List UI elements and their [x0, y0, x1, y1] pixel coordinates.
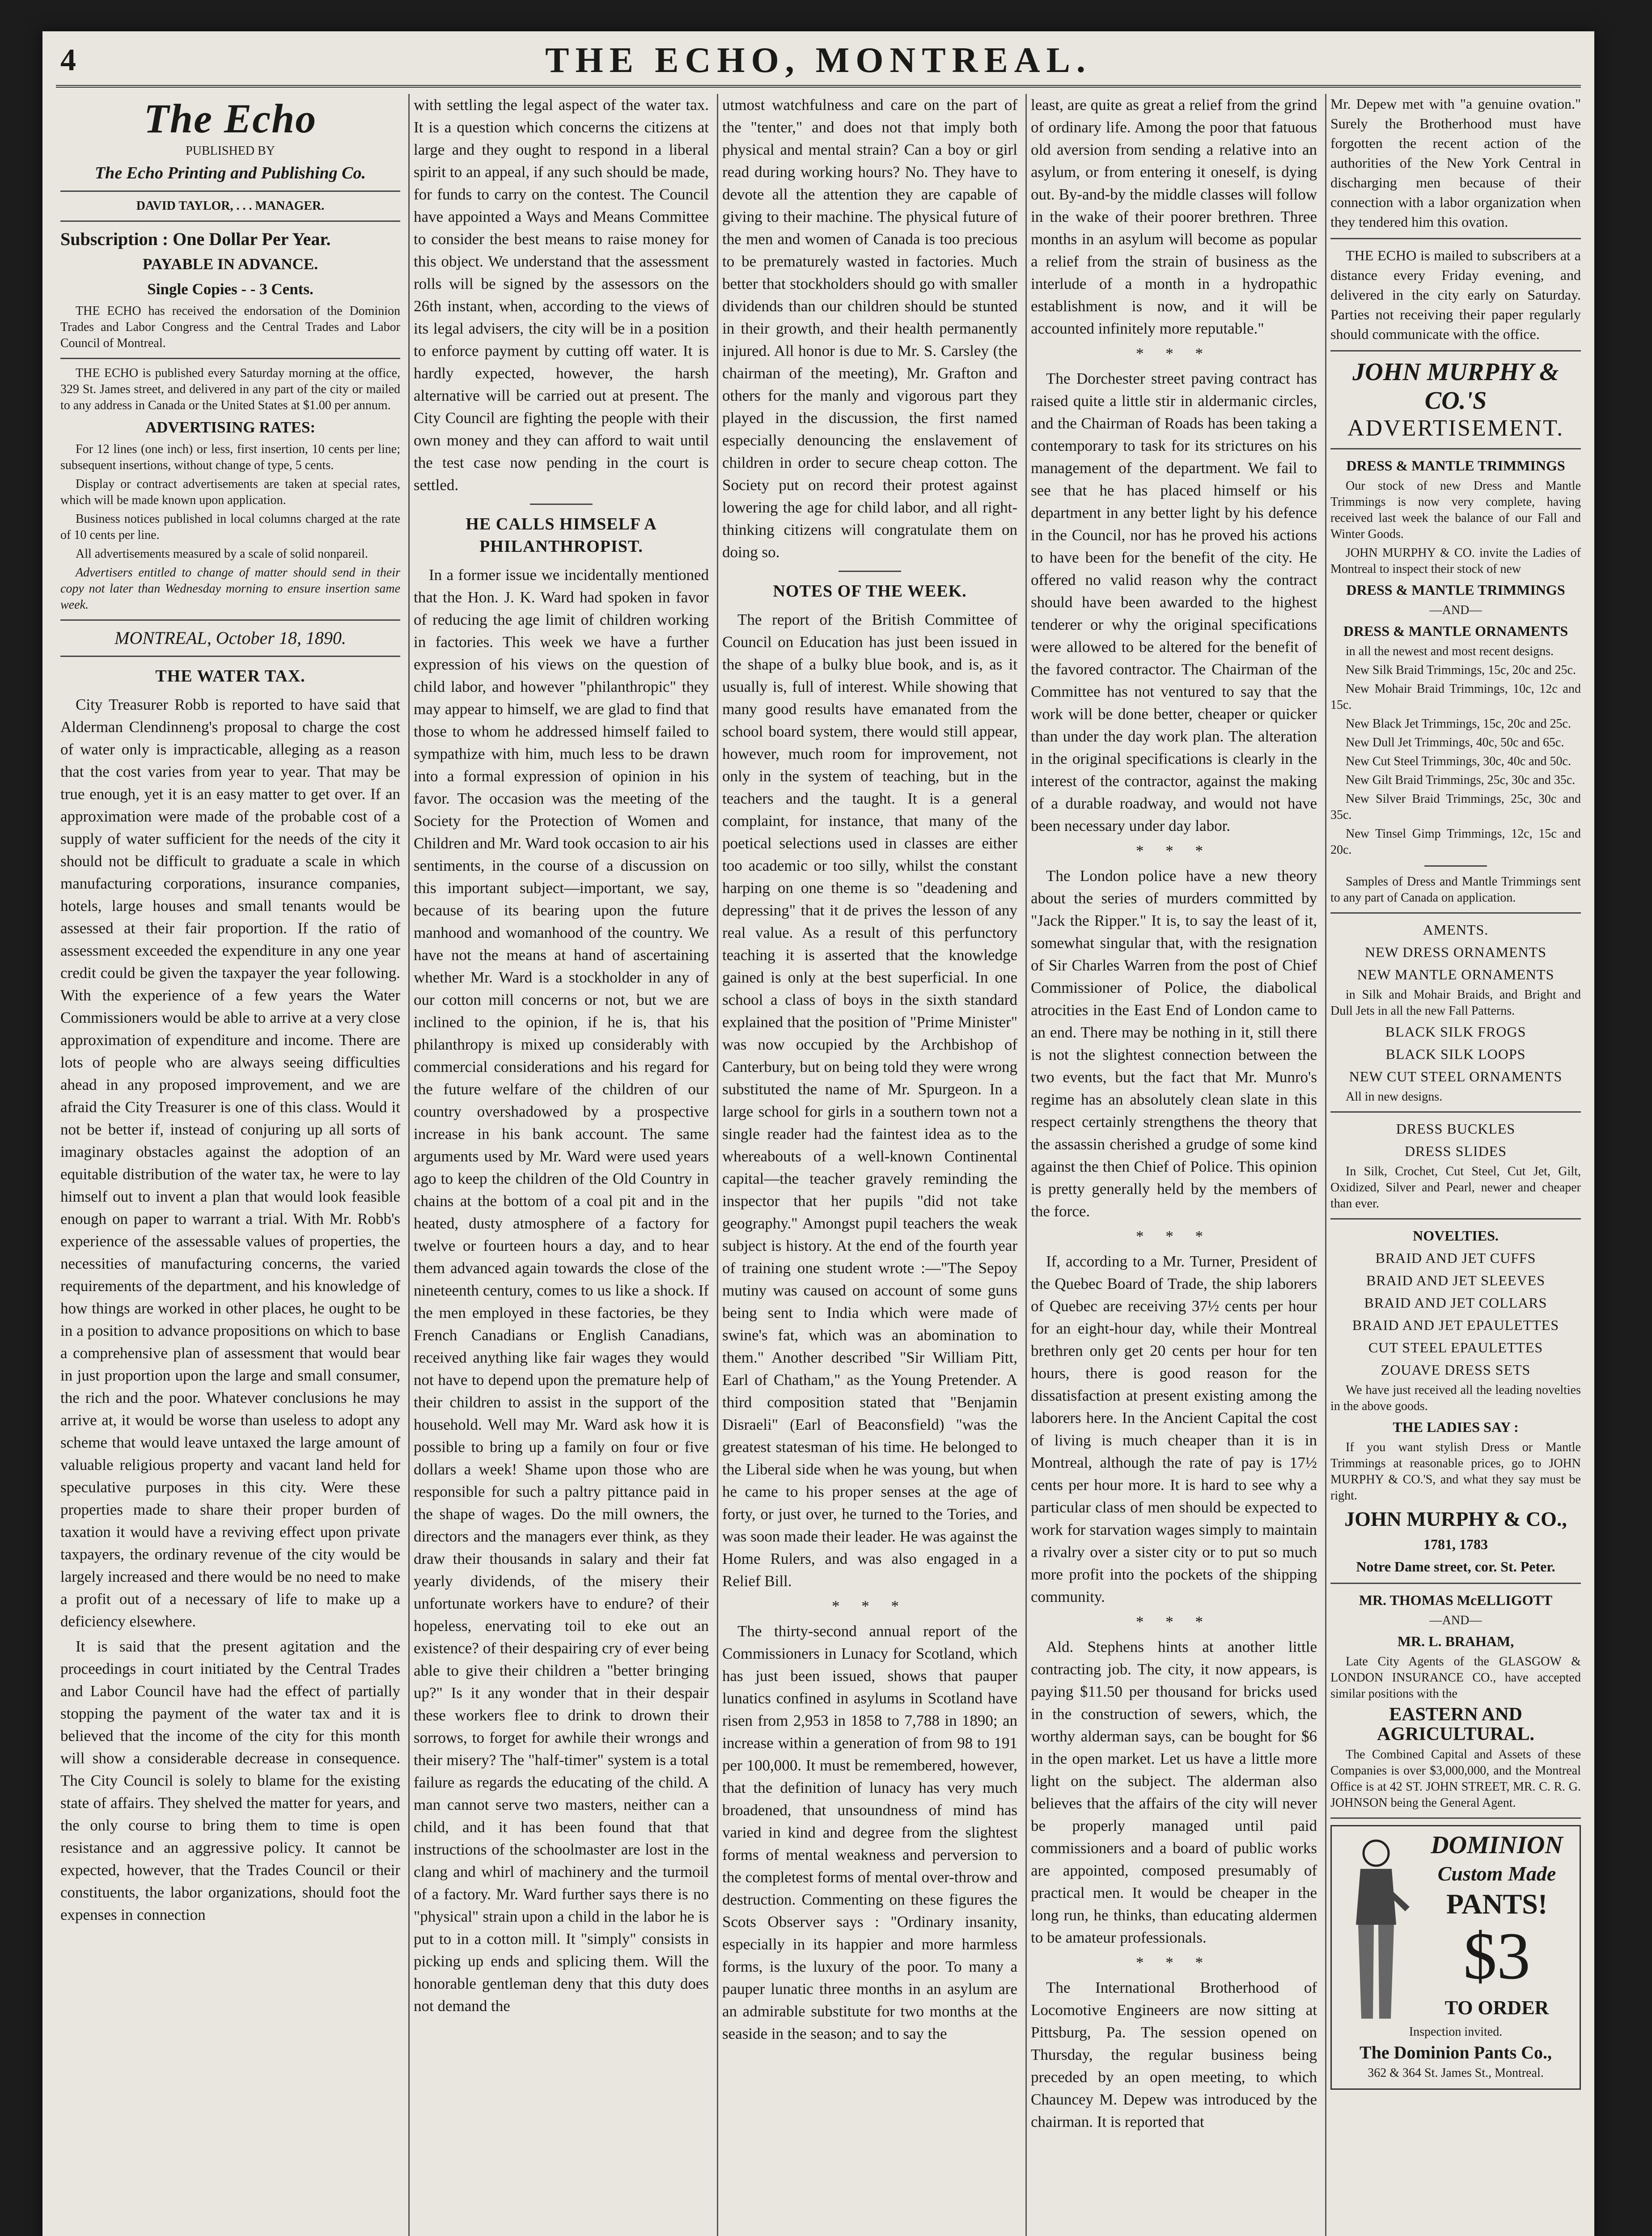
- section-stars: * * *: [1136, 345, 1212, 362]
- murphy-ad-subtitle: ADVERTISEMENT.: [1347, 415, 1564, 441]
- divider: [1330, 1111, 1581, 1113]
- pants-company: The Dominion Pants Co.,: [1359, 2042, 1552, 2062]
- publisher: The Echo Printing and Publishing Co.: [94, 164, 366, 182]
- article-paragraph: The thirty-second annual report of the Commissioners in Lunacy for Scotland, which has just been issued, shows that pauper lunatics confined in asylums in Scotland have risen from 2,953 in 1858 to 7,788 in 1890; an increase within a generation of from 98 to 191 per 100,000. It must be remembered, however, that the definition of lunacy has very much broadened, that unsoundness of mind has varied in kind and degree from the slightest forms of mental weakness and perversion to the completest forms of mental over-throw and destruction. Commenting on these figures the Scots Observer says : "Ordinary insanity, especially in its happier and more harmless forms, is the luxury of the poor. To many a pauper lunatic three months in an asylum are an admirable substitute for two months at the seaside in the season; and to say the: [722, 1622, 1017, 2042]
- insurance-agent-name: MR. THOMAS McELLIGOTT: [1359, 1592, 1553, 1608]
- article-paragraph: In a former issue we incidentally mentioned that the Hon. J. K. Ward had spoken in favor of reducing the age limit of children working in factories. This week we have a further expression of his views on the question of child labor, and however "philanthropic" they may appear to himself, we are glad to find that those to whom he addressed himself failed to sympathize with him, much less to be drawn into a formal expression of opinion in his favor. The occasion was the meeting of the Society for the Protection of Women and Children and Mr. Ward took occasion to air his sentiments, in the course of a discussion on this important subject—important, we say, because of its bearing upon the future manhood and womanhood of the country. We have not the means at hand of ascertaining whether Mr. Ward is a stockholder in any of our cotton mill concerns or not, but we are inclined to the opinion, if he is, that his philanthropy is mixed up considerably with commercial considerations and his regard for the future welfare of the children of our country overshadowed by a prospective increase in his bank account. The same arguments used by Mr. Ward were used years ago to keep the children of the Old Country in chains at the bottom of a coal pit and in the heated, dusty atmosphere of a factory for twelve or fourteen hours a day, and to hear them advanced again towards the close of the nineteenth century, comes to us like a shock. If the men employed in these factories, be they French Canadians or English Canadians, received anything like fair wages they would not have to depend upon the premature help of their children to assist in the support of the household. Well may Mr. Ward ask how it is possible to bring up a family on four or five dollars a week! Shame upon those who are responsible for such a paltry pittance paid in the shape of wages. Do the mill owners, the directors and the managers ever think, as they draw their thousands in salary and their fat yearly dividends, of the misery their unfortunate workers have to endure? of their hopeless, enervating toil to eke out an existence? of their despairing cry of ever being able to give their children a "better bringing up?" Is it any wonder that in their despair these workers flee to drink to drown their sorrows, to forget for awhile their wrongs and their misery? The "half-timer" system is a total failure as regards the educating of the child. A man cannot serve two masters, neither can a child, and it has been found that that instructions of the schoolmaster are lost in the clang and whirl of machinery and the turmoil of a factory. Mr. Ward further says there is no "physical" strain upon a child in the labor he is put to in a cotton mill. It "simply" consists in picking up ends and splicing them. Will the honorable gentleman deny that this duty does not demand the: [414, 566, 709, 2015]
- insurance-company: EASTERN AND AGRICULTURAL.: [1377, 1704, 1535, 1745]
- price-item: New Cut Steel Trimmings, 30c, 40c and 50c.: [1346, 754, 1571, 768]
- publication-note: THE ECHO is published every Saturday morning at the office, 329 St. James street, and delivered in any part of the city or mailed to any address in Canada or the United States at $1.00 per annum.: [60, 366, 400, 412]
- ad-text: Our stock of new Dress and Mantle Trimmings is now very complete, having received last week the balance of our Fall and Winter Goods.: [1330, 479, 1581, 541]
- divider: [60, 220, 400, 222]
- divider: [1330, 1583, 1581, 1584]
- ad-text: All in new designs.: [1346, 1090, 1443, 1104]
- newspaper-page: [42, 31, 1594, 2236]
- article-heading: NOTES OF THE WEEK.: [773, 582, 967, 601]
- divider: [1330, 238, 1581, 239]
- ad-heading: DRESS & MANTLE TRIMMINGS: [1346, 582, 1565, 598]
- murphy-ad-title: JOHN MURPHY & CO.'S: [1352, 358, 1559, 415]
- article-paragraph: The International Brotherhood of Locomotive Engineers are now sitting at Pittsburg, Pa. The session opened on Thursday, the regular business being preceded by an open meeting, to which Chauncey M. Depew was introduced by the chairman. It is reported that: [1031, 1979, 1317, 2130]
- subscription-line: Subscription : One Dollar Per Year.: [60, 229, 331, 249]
- column-1: [60, 94, 410, 2236]
- divider: [60, 358, 400, 359]
- ad-text: In Silk, Crochet, Cut Steel, Cut Jet, Gilt, Oxidized, Silver and Pearl, newer and cheaper than ever.: [1330, 1165, 1581, 1211]
- ad-rates-text: Business notices published in local columns charged at the rate of 10 cents per line.: [60, 512, 400, 542]
- ad-item: BLACK SILK LOOPS: [1385, 1046, 1526, 1062]
- ad-text: JOHN MURPHY & CO. invite the Ladies of Montreal to inspect their stock of new: [1330, 546, 1581, 576]
- ad-numbers: 1781, 1783: [1423, 1536, 1488, 1552]
- article-paragraph: Mr. Depew met with "a genuine ovation." Surely the Brotherhood must have forgotten the recent action of the authorities of the New York Central in discharging men because of their connection with a labor organization when they tendered him this ovation.: [1330, 96, 1581, 230]
- price-item: New Silk Braid Trimmings, 15c, 20c and 25c.: [1346, 663, 1576, 677]
- section-stars: * * *: [1136, 1954, 1212, 1971]
- ad-item: BRAID AND JET EPAULETTES: [1352, 1317, 1559, 1333]
- column-2: [414, 94, 718, 2236]
- tailor-figure-illustration: [1338, 1835, 1414, 2023]
- divider: [530, 504, 593, 505]
- divider: [1424, 865, 1487, 867]
- ad-rates-text: For 12 lines (one inch) or less, first insertion, 10 cents per line; subsequent insertions, without change of type, 5 cents.: [60, 442, 400, 472]
- divider: [1330, 912, 1581, 914]
- insurance-agent-name: MR. L. BRAHAM,: [1397, 1633, 1514, 1649]
- divider: [1330, 448, 1581, 449]
- ad-item: NEW CUT STEEL ORNAMENTS: [1349, 1068, 1563, 1084]
- ad-and: —AND—: [1429, 603, 1482, 617]
- pants-ad: [1330, 1825, 1581, 2090]
- article-heading: THE WATER TAX.: [155, 667, 305, 686]
- ad-item: BRAID AND JET SLEEVES: [1366, 1272, 1545, 1288]
- pants-ad-heading: Custom Made: [1437, 1862, 1556, 1885]
- pants-address: 362 & 364 St. James St., Montreal.: [1368, 2066, 1544, 2080]
- ad-text: in all the newest and most recent designs.: [1346, 644, 1554, 658]
- price-item: New Gilt Braid Trimmings, 25c, 30c and 35c.: [1346, 773, 1576, 787]
- ad-rates-text: All advertisements measured by a scale of solid nonpareil.: [76, 547, 368, 561]
- section-stars: * * *: [1136, 1228, 1212, 1245]
- section-stars: * * *: [832, 1597, 908, 1615]
- article-paragraph: The report of the British Committee of Council on Education has just been issued in the shape of a bulky blue book, and is, as it usually is, full of interest. While showing that many good results have emanated from the school board system, there would still appear, however, much room for improvement, not only in the system of teaching, but in the teachers and the taught. It is a general complaint, for instance, that many of the poetical selections used in classes are either too academic or too silly, whilst the constant harping on one theme is so "deadening and depressing" that it de prives the lesson of any real value. As a result of this perfunctory teaching it is asserted that the knowledge gained is only at the best superficial. In one school a class of boys in the sixth standard explained that the position of "Prime Minister" was now occupied by the Archbishop of Canterbury, but on being told they were wrong substituted the name of Mr. Spurgeon. In a large school for girls in a southern town not a single reader had the faintest idea as to the whereabouts of a well-known Continental capital—the teacher gravely reminding the inspector that her pupils "did not take geography." Amongst pupil teachers the weak subject is history. At the end of the fourth year of training one student wrote :—"The Sepoy mutiny was caused on account of some guns being sent to India which were made of swine's fat, which was an abomination to them." Another described "Sir William Pitt, Earl of Chatham," as the Young Pretender. A third composition stated that "Benjamin Disraeli" (Earl of Beaconsfield) "was the greatest statesman of his time. He belonged to the Liberal side when he was young, but when he came to his proper senses at the age of forty, or just over, he turned to the Tories, and was soon made their leader. He was against the Home Rulers, and was also engaged in a Relief Bill.: [722, 611, 1017, 1590]
- ad-item: CUT STEEL EPAULETTES: [1368, 1339, 1543, 1355]
- pants-ad-heading: DOMINION: [1431, 1831, 1563, 1859]
- ad-text: Samples of Dress and Mantle Trimmings sent to any part of Canada on application.: [1330, 875, 1581, 905]
- page-number: 4: [60, 43, 76, 77]
- pants-to-order: TO ORDER: [1444, 1997, 1549, 2019]
- column-3: [722, 94, 1027, 2236]
- price-item: New Mohair Braid Trimmings, 10c, 12c and 15c.: [1330, 682, 1581, 712]
- ad-text: The Combined Capital and Assets of these Companies is over $3,000,000, and the Montreal Office is at 42 ST. JOHN STREET, MR. C. R. G. JOHNSON being the General Agent.: [1330, 1748, 1581, 1810]
- masthead: [56, 40, 1581, 88]
- divider: [60, 619, 400, 621]
- ad-rates-text: Display or contract advertisements are taken at special rates, which will be made known upon application.: [60, 477, 400, 507]
- divider: [60, 656, 400, 657]
- ad-item: BRAID AND JET COLLARS: [1364, 1295, 1547, 1311]
- ad-rates-heading: ADVERTISING RATES:: [145, 419, 316, 436]
- article-heading: HE CALLS HIMSELF A PHILANTHROPIST.: [466, 515, 657, 556]
- column-5: [1330, 94, 1581, 2236]
- price-item: New Silver Braid Trimmings, 25c, 30c and 35c.: [1330, 792, 1581, 822]
- paper-title: THE ECHO, MONTREAL.: [545, 41, 1092, 80]
- price-item: New Black Jet Trimmings, 15c, 20c and 25c.: [1346, 717, 1571, 731]
- article-paragraph: It is said that the present agitation and the proceedings in court initiated by the Central Trades and Labor Council have had the effect of partially stopping the payment of the water tax and it is believed that the income of the city for this month will show a considerable decrease in consequence. The City Council is solely to blame for the existing state of affairs. They shelved the matter for years, and the only course to bring them to time is open resistance and an aggressive policy. It cannot be expected, however, that the Trades Council or their constituents, the labor organizations, should foot the expenses in connection: [60, 1638, 400, 1923]
- ad-text: We have just received all the leading novelties in the above goods.: [1330, 1383, 1581, 1413]
- ad-address: Notre Dame street, cor. St. Peter.: [1356, 1558, 1555, 1575]
- pants-inspection: Inspection invited.: [1409, 2025, 1503, 2039]
- ad-item: DRESS BUCKLES: [1396, 1121, 1516, 1137]
- column-4: [1031, 94, 1326, 2236]
- manager-line: DAVID TAYLOR, . . . MANAGER.: [136, 199, 325, 213]
- single-copies-line: Single Copies - - 3 Cents.: [147, 280, 313, 298]
- price-item: New Dull Jet Trimmings, 40c, 50c and 65c.: [1346, 736, 1564, 750]
- payable-line: PAYABLE IN ADVANCE.: [143, 255, 318, 273]
- article-paragraph: with settling the legal aspect of the water tax. It is a question which concerns the citizens at large and they ought to respond in a liberal spirit to an appeal, if any such should be made, for funds to carry on the contest. The Council have appointed a Ways and Means Committee to consider the best means to raise money for this object. We understand that the assessment rolls will be signed by the assessors on the 26th instant, when, according to the views of its legal advisers, the city will be in a position to enforce payment by cutting off water. It is hardly expected, however, the harsh alternative will be carried out at present. The City Council are fighting the people with their own money and they can afford to wait until the test case now pending in the court is settled.: [414, 96, 709, 494]
- ad-item: NEW MANTLE ORNAMENTS: [1357, 966, 1555, 982]
- article-paragraph: City Treasurer Robb is reported to have said that Alderman Clendinneng's proposal to charge the cost of water only is impracticable, alleging as a reason that the cost varies from year to year. That may be true enough, yet it is an easy matter to get over. If an approximation were made of the probable cost of a supply of water sufficient for the needs of the city it should not be difficult to graduate a scale in which manufacturing corporations, insurance companies, hotels, large houses and small tenants would be assessed at their fair proportion. If the ratio of assessment exceeded the expenditure in any one year credit could be given the taxpayer the year following. With the experience of a few years the Water Commissioners would be able to arrive at a very close approximation of expenditure and income. There are lots of people who are always seeing difficulties ahead in any proposed improvement, and we are afraid the City Treasurer is one of this class. Would it not be better if, instead of conjuring up all sorts of imaginary obstacles against the adoption of an equitable distribution of the water tax, he were to lay himself out to invent a plan that would look feasible enough on paper to warrant a trial. With Mr. Robb's experience of the assessable values of properties, the necessities of manufacturing concerns, the varied requirements of the department, and his knowledge of how things are worked in other places, he ought to be in a position to advance propositions on which to base a comprehensive plan of assessment that would bear in just proportion upon the large and small consumer, the rich and the poor. Whatever conclusions he may arrive at, it would be worse than useless to adopt any scheme that would leave untaxed the large amount of valuable religious property and vacant land held for speculative purposes in this city. Were these properties made to share their proper burden of taxation it would have a reviving effect upon private taxpayers, the ordinary revenue of the city would be largely increased and there would be no need to make a profit out of a necessary of life to make up a deficiency elsewhere.: [60, 696, 400, 1630]
- ad-text: in Silk and Mohair Braids, and Bright and Dull Jets in all the new Fall Patterns.: [1330, 988, 1581, 1018]
- published-by-label: PUBLISHED BY: [186, 144, 275, 158]
- ad-heading: AMENTS.: [1423, 922, 1489, 938]
- pants-ad-heading: PANTS!: [1446, 1888, 1548, 1920]
- ad-heading: THE LADIES SAY :: [1393, 1419, 1519, 1435]
- ad-text: If you want stylish Dress or Mantle Trimmings at reasonable prices, go to JOHN MURPHY & CO.'S, and what they say must be right.: [1330, 1440, 1581, 1503]
- article-paragraph: least, are quite as great a relief from the grind of ordinary life. Among the poor that fatuous old aversion from sending a relative into an asylum, or from entering it oneself, is dying out. By-and-by the middle classes will follow in the wake of their poorer brethren. Three months in an asylum will become as popular a relief from the strain of business as the interlude of a month in a hydropathic establishment is now, and it will be accounted infinitely more reputable.": [1031, 96, 1317, 337]
- dateline: MONTREAL, October 18, 1890.: [114, 628, 346, 648]
- ad-heading: NOVELTIES.: [1413, 1228, 1499, 1244]
- divider: [839, 571, 901, 572]
- ad-rates-text: Advertisers entitled to change of matter should send in their copy not later than Wednesday morning to ensure insertion same week.: [60, 566, 400, 612]
- endorsement-note: THE ECHO has received the endorsation of the Dominion Trades and Labor Congress and the Central Trades and Labor Council of Montreal.: [60, 304, 400, 350]
- article-paragraph: utmost watchfulness and care on the part of the "tenter," and does not that imply both physical and mental strain? Can a boy or girl read during working hours? No. They have to devote all the attention they are capable of giving to their machine. The physical future of the men and women of Canada is too precious to be prematurely wasted in factories. Much better that stockholders should go with smaller dividends than our children should be stunted in their growth, and their health permanently injured. All honor is due to Mr. S. Carsley (the chairman of the meeting), Mr. Grafton and others for the manly and vigorous part they played in the discussion, the first named especially denouncing the enslavement of children in order to secure cheap cotton. The Society put on record their protest against lowering the age for child labor, and all right-thinking citizens will congratulate them on doing so.: [722, 96, 1017, 561]
- divider: [1330, 1817, 1581, 1819]
- ad-text: Late City Agents of the GLASGOW & LONDON INSURANCE CO., have accepted similar positions with the: [1330, 1655, 1581, 1701]
- ad-item: BLACK SILK FROGS: [1385, 1024, 1526, 1040]
- section-stars: * * *: [1136, 1613, 1212, 1630]
- article-paragraph: Ald. Stephens hints at another little contracting job. The city, it now appears, is paying $11.50 per thousand for bricks used in the construction of sewers, which, the worthy alderman says, can be bought for $6 in the open market. Let us have a little more light on the subject. The alderman also believes that the affairs of the city will never be properly managed until paid commissioners and a board of public works are appointed, composed presumably of practical men. It would be cheaper in the long run, he thinks, than educating aldermen to be amateur professionals.: [1031, 1638, 1317, 1946]
- ad-and: —AND—: [1429, 1613, 1482, 1627]
- ad-heading: DRESS & MANTLE TRIMMINGS: [1346, 457, 1565, 474]
- section-stars: * * *: [1136, 842, 1212, 860]
- divider: [60, 191, 400, 192]
- article-paragraph: If, according to a Mr. Turner, President of the Quebec Board of Trade, the ship laborers of Quebec are receiving 37½ cents per hour for an eight-hour day, while their Montreal brethren only get 20 cents per hour for ten hours, there is good reason for the dissatisfaction at present existing among the laborers here. In the Ancient Capital the cost of living is much cheaper than it is in Montreal, although the rate of pay is 17½ cents per hour more. It is hard to see why a particular class of men should be expected to work for starvation wages simply to maintain a rivalry over a sister city or to put so much more profit into the pockets of the shipping community.: [1031, 1253, 1317, 1605]
- ad-item: BRAID AND JET CUFFS: [1375, 1250, 1536, 1266]
- ad-item: DRESS SLIDES: [1404, 1143, 1507, 1159]
- ad-item: ZOUAVE DRESS SETS: [1381, 1362, 1531, 1378]
- divider: [1330, 1218, 1581, 1220]
- notice-paragraph: THE ECHO is mailed to subscribers at a distance every Friday evening, and delivered in the city early on Saturday. Parties not receiving their paper regularly should communicate with the office.: [1330, 247, 1581, 342]
- ad-company-name: JOHN MURPHY & CO.,: [1344, 1508, 1567, 1530]
- pants-price: $3: [1463, 1919, 1530, 1993]
- article-paragraph: The Dorchester street paving contract has raised quite a little stir in aldermanic circles, and the Chairman of Roads has been taking a contemporary to task for its strictures on his management of the department. We fail to see that he has placed himself or his department in any better light by his defence in the Council, nor has he proved his actions to have been for the benefit of the city. He offered no valid reason why the contract should have been awarded to the highest tenderer or why the original specifications were allowed to be altered for the benefit of the favored contractor. The Chairman of the Committee has not ventured to say that the work will be done better, cheaper or quicker than under the day work plan. The alteration in the original specifications is clearly in the interest of the contractor, against the making of a durable roadway, and would not have been necessary under day labor.: [1031, 370, 1317, 834]
- ad-heading: DRESS & MANTLE ORNAMENTS: [1343, 623, 1568, 639]
- article-paragraph: The London police have a new theory about the series of murders committed by "Jack the Ripper." It is, to say the least of it, somewhat singular that, with the resignation of Sir Charles Warren from the post of Chief Commissioner of Police, the diabolical atrocities in the East End of London came to an end. There may be nothing in it, still there is not the slightest connection between the two events, but the fact that Mr. Munro's regime has an absolutely clean slate in this respect certainly strengthens the theory that the assassin cherished a grudge of some kind against the then Chief of Police. This opinion is pretty generally held by the members of the force.: [1031, 867, 1317, 1220]
- divider: [1330, 350, 1581, 351]
- ad-item: NEW DRESS ORNAMENTS: [1365, 944, 1546, 960]
- echo-flag: The Echo: [144, 96, 317, 141]
- price-item: New Tinsel Gimp Trimmings, 12c, 15c and 20c.: [1330, 827, 1581, 857]
